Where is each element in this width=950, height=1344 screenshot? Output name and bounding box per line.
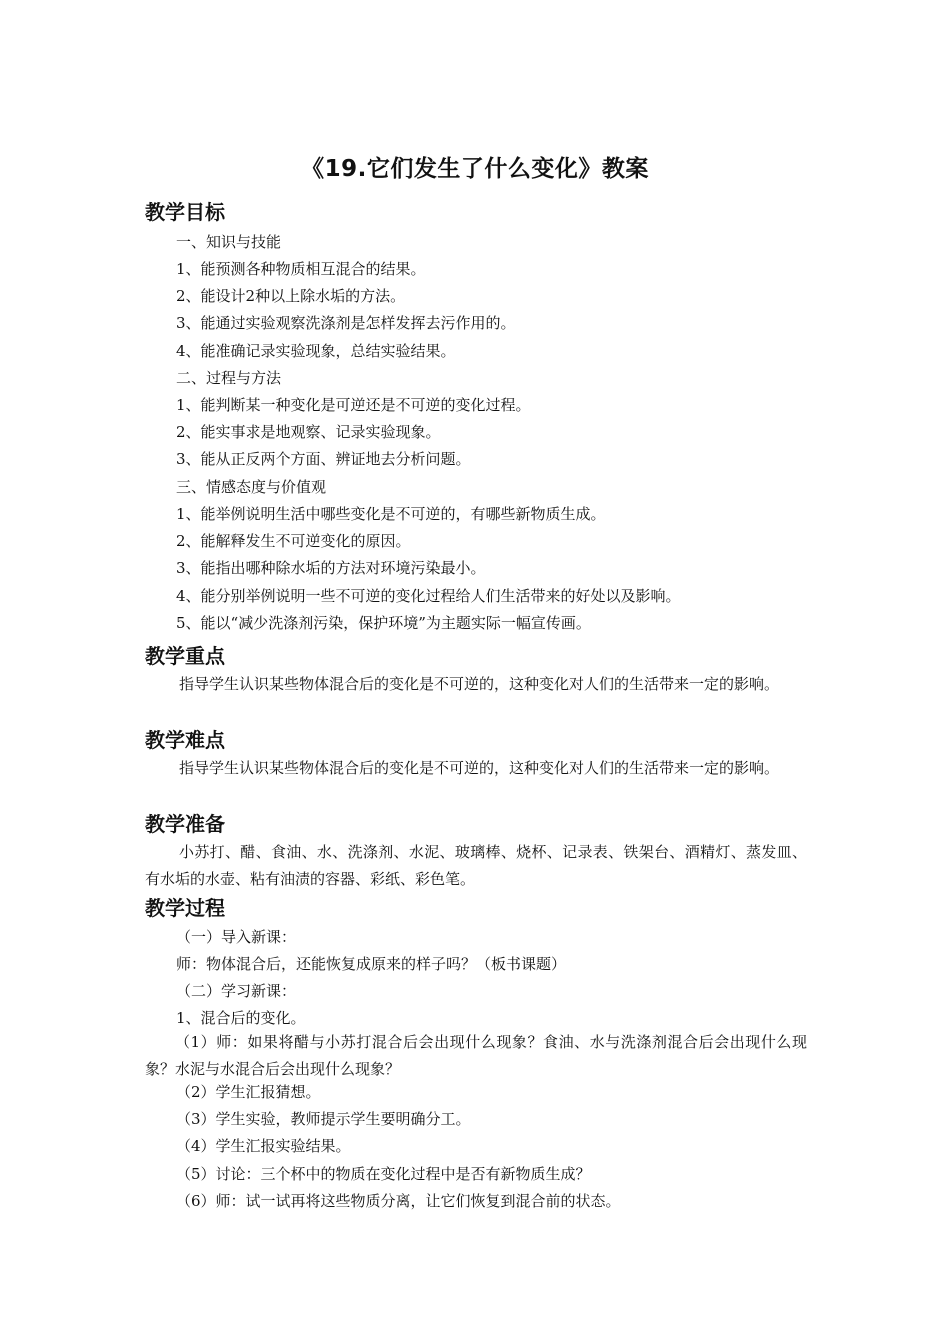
list-item: 2、能实事求是地观察、记录实验现象。 [176,423,441,441]
list-item: 3、能通过实验观察洗涤剂是怎样发挥去污作用的。 [176,314,516,332]
list-item: （二）学习新课： [176,982,297,1000]
list-item: （4）学生汇报实验结果。 [176,1137,351,1155]
list-item: 2、能解释发生不可逆变化的原因。 [176,532,411,550]
list-item: 师：物体混合后，还能恢复成原来的样子吗？（板书课题） [176,955,567,973]
list-item: 2、能设计2种以上除水垢的方法。 [176,287,406,305]
document-title: 《19.它们发生了什么变化》教案 [301,156,649,182]
list-item: 4、能分别举例说明一些不可逆的变化过程给人们生活带来的好处以及影响。 [176,587,681,605]
list-item: （一）导入新课： [176,928,297,946]
subheading-knowledge: 一、知识与技能 [176,233,282,251]
subheading-attitude: 三、情感态度与价值观 [176,478,327,496]
heading-objectives: 教学目标 [145,200,225,224]
list-item: （6）师：试一试再将这些物质分离，让它们恢复到混合前的状态。 [176,1192,621,1210]
heading-key-points: 教学重点 [145,644,225,668]
list-item: （3）学生实验，教师提示学生要明确分工。 [176,1110,471,1128]
difficulties-text: 指导学生认识某些物体混合后的变化是不可逆的，这种变化对人们的生活带来一定的影响。 [179,759,780,777]
list-item: 3、能指出哪种除水垢的方法对环境污染最小。 [176,559,486,577]
subheading-process: 二、过程与方法 [176,369,282,387]
key-points-text: 指导学生认识某些物体混合后的变化是不可逆的，这种变化对人们的生活带来一定的影响。 [179,675,780,693]
heading-preparation: 教学准备 [145,812,225,836]
heading-procedure: 教学过程 [145,896,225,920]
preparation-text: 小苏打、醋、食油、水、洗涤剂、水泥、玻璃棒、烧杯、记录表、铁架台、酒精灯、蒸发皿、有水垢的水壶、粘有油渍的容器、彩纸、彩色笔。 [145,843,807,888]
list-item: 1、能判断某一种变化是可逆还是不可逆的变化过程。 [176,396,531,414]
procedure-paragraph: （1）师：如果将醋与小苏打混合后会出现什么现象？食油、水与洗涤剂混合后会出现什么现象？水泥与水混合后会出现什么现象？ [145,1033,807,1078]
list-item: 4、能准确记录实验现象，总结实验结果。 [176,342,456,360]
list-item: 1、混合后的变化。 [176,1009,306,1027]
heading-difficulties: 教学难点 [145,728,225,752]
list-item: （2）学生汇报猜想。 [176,1083,321,1101]
list-item: 5、能以“减少洗涤剂污染，保护环境”为主题实际一幅宣传画。 [176,614,591,632]
list-item: 1、能举例说明生活中哪些变化是不可逆的，有哪些新物质生成。 [176,505,606,523]
list-item: （5）讨论：三个杯中的物质在变化过程中是否有新物质生成？ [176,1165,591,1183]
list-item: 3、能从正反两个方面、辨证地去分析问题。 [176,450,471,468]
list-item: 1、能预测各种物质相互混合的结果。 [176,260,426,278]
